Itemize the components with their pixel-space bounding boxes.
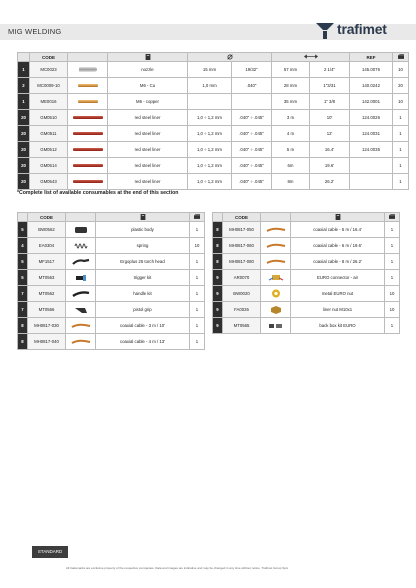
image-cell — [66, 270, 96, 286]
description-cell: Ergoplus 25 torch head — [96, 254, 190, 270]
description-cell: M6 - copper — [108, 94, 188, 110]
description-cell: coaxial cable - 8 m / 26.2' — [291, 254, 385, 270]
qty-cell: 5 — [18, 270, 28, 286]
table-row — [213, 222, 400, 238]
diameter-mm-cell: 1,0 ÷ 1,2 mm — [188, 158, 232, 174]
diameter-mm-cell: 1,0 ÷ 1,2 mm — [188, 126, 232, 142]
pack-cell: 1 — [393, 142, 409, 158]
qty-cell: 20 — [18, 126, 30, 142]
description-cell: red steel liner — [108, 110, 188, 126]
image-cell — [261, 270, 291, 286]
diameter-header — [188, 53, 272, 62]
package-icon — [194, 214, 200, 219]
part-image — [266, 258, 286, 266]
length-ft-cell: 10' — [310, 110, 350, 126]
pack-cell: 10 — [393, 94, 409, 110]
table-row — [18, 302, 205, 318]
brand-logo — [316, 20, 410, 42]
part-image — [271, 306, 281, 314]
pack-cell: 1 — [393, 110, 409, 126]
table-row — [213, 270, 400, 286]
length-m-cell: 3 m — [272, 110, 310, 126]
table-row — [18, 238, 205, 254]
description-cell: nozzle — [108, 62, 188, 78]
table-row — [18, 270, 205, 286]
ref-cell: 140.0242 — [350, 78, 393, 94]
table-row — [18, 318, 205, 334]
code-header: CODE — [223, 213, 261, 222]
image-cell — [66, 318, 96, 334]
diameter-inch-cell — [232, 94, 272, 110]
pack-cell: 1 — [190, 270, 205, 286]
image-header — [261, 213, 291, 222]
qty-cell: 4 — [18, 238, 28, 254]
length-m-cell: 5 m — [272, 142, 310, 158]
contact-tip-image — [78, 84, 98, 87]
ref-header: REF — [350, 53, 393, 62]
table-row — [18, 334, 205, 350]
code-cell: MH0817-040 — [28, 334, 66, 350]
pack-cell: 1 — [190, 318, 205, 334]
pack-header — [190, 213, 205, 222]
code-cell: MC0009-10 — [30, 78, 68, 94]
image-cell — [261, 286, 291, 302]
image-cell — [68, 62, 108, 78]
pack-header — [385, 213, 400, 222]
qty-cell: 9 — [213, 286, 223, 302]
ref-cell — [350, 158, 393, 174]
pack-cell: 10 — [393, 62, 409, 78]
spare-parts-table-right — [212, 212, 400, 334]
part-image — [72, 290, 90, 298]
qty-cell: 7 — [18, 286, 28, 302]
qty-header — [18, 213, 28, 222]
image-cell — [68, 174, 108, 190]
table-row — [18, 254, 205, 270]
image-cell — [68, 158, 108, 174]
code-cell: GM0512 — [30, 142, 68, 158]
diameter-mm-cell: 1,0 ÷ 1,2 mm — [188, 142, 232, 158]
code-cell: MF1517 — [28, 254, 66, 270]
qty-cell: 8 — [213, 238, 223, 254]
image-header — [68, 53, 108, 62]
image-cell — [66, 286, 96, 302]
qty-cell: 20 — [18, 158, 30, 174]
qty-cell: 20 — [18, 110, 30, 126]
description-header — [291, 213, 385, 222]
table-row — [18, 158, 409, 174]
length-m-cell: 6m — [272, 158, 310, 174]
image-cell — [261, 302, 291, 318]
table-row — [213, 286, 400, 302]
length-m-cell: 57 mm — [272, 62, 310, 78]
table-row — [213, 254, 400, 270]
diameter-icon — [227, 54, 233, 60]
description-cell: trigger kit — [96, 270, 190, 286]
code-cell: FA0026 — [223, 302, 261, 318]
diameter-inch-cell: .040" ÷ .045" — [232, 158, 272, 174]
liner-image — [73, 148, 103, 151]
qty-cell: 1 — [18, 94, 30, 110]
standard-label: STANDARD — [32, 546, 68, 558]
product-icon — [140, 214, 146, 220]
description-cell: coaxial cable - 6 m / 19.6' — [291, 238, 385, 254]
nozzle-image — [79, 67, 97, 72]
code-cell: MT0563 — [28, 270, 66, 286]
ref-cell: 124.0026 — [350, 110, 393, 126]
part-image — [73, 306, 89, 314]
code-cell: MT0562 — [28, 286, 66, 302]
diameter-mm-cell — [188, 94, 232, 110]
footer-disclaimer: All trademarks are exclusive property of the respective companies. Data and images are indicative and may be changed in any time without notice. Trafimet Group SpA — [66, 566, 288, 570]
code-cell: EA0304 — [28, 238, 66, 254]
image-cell — [66, 238, 96, 254]
length-ft-cell: 1"3/31 — [310, 78, 350, 94]
pack-cell: 1 — [393, 126, 409, 142]
length-m-cell: 4 m — [272, 126, 310, 142]
part-image — [71, 322, 91, 330]
qty-cell: 20 — [18, 142, 30, 158]
length-header — [272, 53, 350, 62]
diameter-mm-cell: 1,0 ÷ 1,2 mm — [188, 110, 232, 126]
liner-image — [73, 164, 103, 167]
qty-cell: 5 — [18, 222, 28, 238]
table-row — [213, 302, 400, 318]
part-image — [74, 274, 88, 282]
section-title: MIG WELDING — [8, 27, 62, 36]
pack-cell: 1 — [385, 318, 400, 334]
pack-cell: 1 — [190, 222, 205, 238]
part-image — [72, 258, 90, 266]
liner-image — [73, 116, 103, 119]
brand-name: trafimet — [337, 21, 387, 37]
image-cell — [68, 78, 108, 94]
ref-cell: 145.0076 — [350, 62, 393, 78]
code-cell: MH0817-080 — [223, 254, 261, 270]
code-cell: GM0510 — [30, 110, 68, 126]
table-row — [213, 318, 400, 334]
qty-cell: 8 — [18, 318, 28, 334]
pack-cell: 10 — [385, 286, 400, 302]
diameter-inch-cell: .040" — [232, 78, 272, 94]
description-cell: pistol grip — [96, 302, 190, 318]
pack-cell: 1 — [190, 254, 205, 270]
image-cell — [261, 222, 291, 238]
part-image — [71, 338, 91, 346]
pack-cell: 1 — [385, 222, 400, 238]
description-cell: spring — [96, 238, 190, 254]
pack-cell: 10 — [385, 302, 400, 318]
description-cell: back box kit EURO — [291, 318, 385, 334]
pack-cell: 1 — [385, 270, 400, 286]
code-cell: MH0817-030 — [28, 318, 66, 334]
qty-cell: 9 — [213, 318, 223, 334]
pack-header — [393, 53, 409, 62]
table-row — [18, 142, 409, 158]
image-cell — [261, 238, 291, 254]
qty-header — [213, 213, 223, 222]
length-ft-cell: 19.6' — [310, 158, 350, 174]
description-cell: red steel liner — [108, 142, 188, 158]
length-ft-cell: 12' — [310, 126, 350, 142]
consumables-note: *Complete list of available consumables at the end of this section — [17, 190, 179, 196]
description-cell: plastic body — [96, 222, 190, 238]
table-row — [18, 110, 409, 126]
consumables-table — [17, 52, 409, 190]
description-cell: EURO connector - air — [291, 270, 385, 286]
image-header — [66, 213, 96, 222]
qty-header — [18, 53, 30, 62]
product-icon — [335, 214, 341, 220]
diameter-mm-cell: 1,0 ÷ 1,2 mm — [188, 174, 232, 190]
code-cell: GM0511 — [30, 126, 68, 142]
pack-cell: 1 — [385, 238, 400, 254]
diameter-inch-cell: .040" ÷ .045" — [232, 126, 272, 142]
length-arrow-icon — [304, 54, 318, 59]
image-cell — [66, 254, 96, 270]
pack-cell: 1 — [385, 254, 400, 270]
package-icon — [398, 54, 404, 59]
code-cell: GM0514 — [30, 158, 68, 174]
code-header: CODE — [28, 213, 66, 222]
liner-image — [73, 180, 103, 183]
spare-parts-table-left — [17, 212, 205, 350]
pack-cell: 1 — [190, 334, 205, 350]
description-header — [96, 213, 190, 222]
image-cell — [68, 126, 108, 142]
image-cell — [68, 142, 108, 158]
qty-cell: 9 — [213, 270, 223, 286]
part-image — [268, 273, 284, 282]
length-m-cell: 35 mm — [272, 94, 310, 110]
code-cell: AR0070 — [223, 270, 261, 286]
description-cell: handle kit — [96, 286, 190, 302]
qty-cell: 1 — [18, 62, 30, 78]
contact-tip-image — [78, 100, 98, 103]
image-cell — [261, 254, 291, 270]
table-row — [213, 238, 400, 254]
code-cell: GM0543 — [30, 174, 68, 190]
pack-cell: 1 — [190, 302, 205, 318]
code-cell: MH0817-050 — [223, 222, 261, 238]
pack-cell: 1 — [190, 286, 205, 302]
product-icon — [145, 54, 151, 60]
image-cell — [66, 302, 96, 318]
ref-cell: 124.0035 — [350, 142, 393, 158]
length-ft-cell: 16.4' — [310, 142, 350, 158]
code-cell: MT0566 — [28, 302, 66, 318]
liner-image — [73, 132, 103, 135]
pack-cell: 10 — [190, 238, 205, 254]
qty-cell: 5 — [18, 254, 28, 270]
qty-cell: 8 — [18, 334, 28, 350]
ref-cell: 124.0031 — [350, 126, 393, 142]
pack-cell: 1 — [393, 158, 409, 174]
description-cell: liner nut M10x1 — [291, 302, 385, 318]
part-image — [74, 226, 88, 234]
code-cell: BW0020 — [223, 286, 261, 302]
length-m-cell: 28 mm — [272, 78, 310, 94]
diameter-inch-cell: .040" ÷ .045" — [232, 174, 272, 190]
qty-cell: 7 — [18, 302, 28, 318]
image-cell — [66, 334, 96, 350]
description-cell: metal EURO nut — [291, 286, 385, 302]
part-image — [268, 322, 284, 330]
code-cell: BW0562 — [28, 222, 66, 238]
diameter-mm-cell: 1,0 mm — [188, 78, 232, 94]
part-image — [271, 289, 281, 298]
description-cell: red steel liner — [108, 158, 188, 174]
diameter-inch-cell: .040" ÷ .045" — [232, 142, 272, 158]
code-cell: ME0016 — [30, 94, 68, 110]
part-image — [74, 242, 88, 250]
table-row — [18, 62, 409, 78]
pack-cell: 20 — [393, 78, 409, 94]
code-cell: MT0565 — [223, 318, 261, 334]
length-m-cell: 8m — [272, 174, 310, 190]
pack-cell: 1 — [393, 174, 409, 190]
table-row — [18, 126, 409, 142]
trafimet-logo-icon — [316, 23, 334, 39]
table-row — [18, 174, 409, 190]
code-header: CODE — [30, 53, 68, 62]
description-header — [108, 53, 188, 62]
image-cell — [66, 222, 96, 238]
ref-cell — [350, 174, 393, 190]
length-ft-cell: 26.2' — [310, 174, 350, 190]
table-row — [18, 78, 409, 94]
table-row — [18, 94, 409, 110]
description-cell: coaxial cable - 4 m / 13' — [96, 334, 190, 350]
code-cell: MC0023 — [30, 62, 68, 78]
description-cell: coaxial cable - 3 m / 10' — [96, 318, 190, 334]
qty-cell: 9 — [213, 302, 223, 318]
image-cell — [68, 94, 108, 110]
part-image — [266, 242, 286, 250]
image-cell — [261, 318, 291, 334]
image-cell — [68, 110, 108, 126]
length-ft-cell: 2 1/4" — [310, 62, 350, 78]
description-cell: red steel liner — [108, 126, 188, 142]
description-cell: coaxial cable - 5 m / 16.4' — [291, 222, 385, 238]
package-icon — [389, 214, 395, 219]
qty-cell: 8 — [213, 222, 223, 238]
code-cell: MH0817-060 — [223, 238, 261, 254]
qty-cell: 8 — [213, 254, 223, 270]
length-ft-cell: 1" 3/8 — [310, 94, 350, 110]
diameter-inch-cell: .040" ÷ .045" — [232, 110, 272, 126]
diameter-inch-cell: 19/32" — [232, 62, 272, 78]
table-row — [18, 286, 205, 302]
part-image — [266, 226, 286, 234]
diameter-mm-cell: 15 mm — [188, 62, 232, 78]
description-cell: M6 - Cu — [108, 78, 188, 94]
table-row — [18, 222, 205, 238]
qty-cell: 20 — [18, 174, 30, 190]
qty-cell: 2 — [18, 78, 30, 94]
description-cell: red steel liner — [108, 174, 188, 190]
ref-cell: 142.0001 — [350, 94, 393, 110]
